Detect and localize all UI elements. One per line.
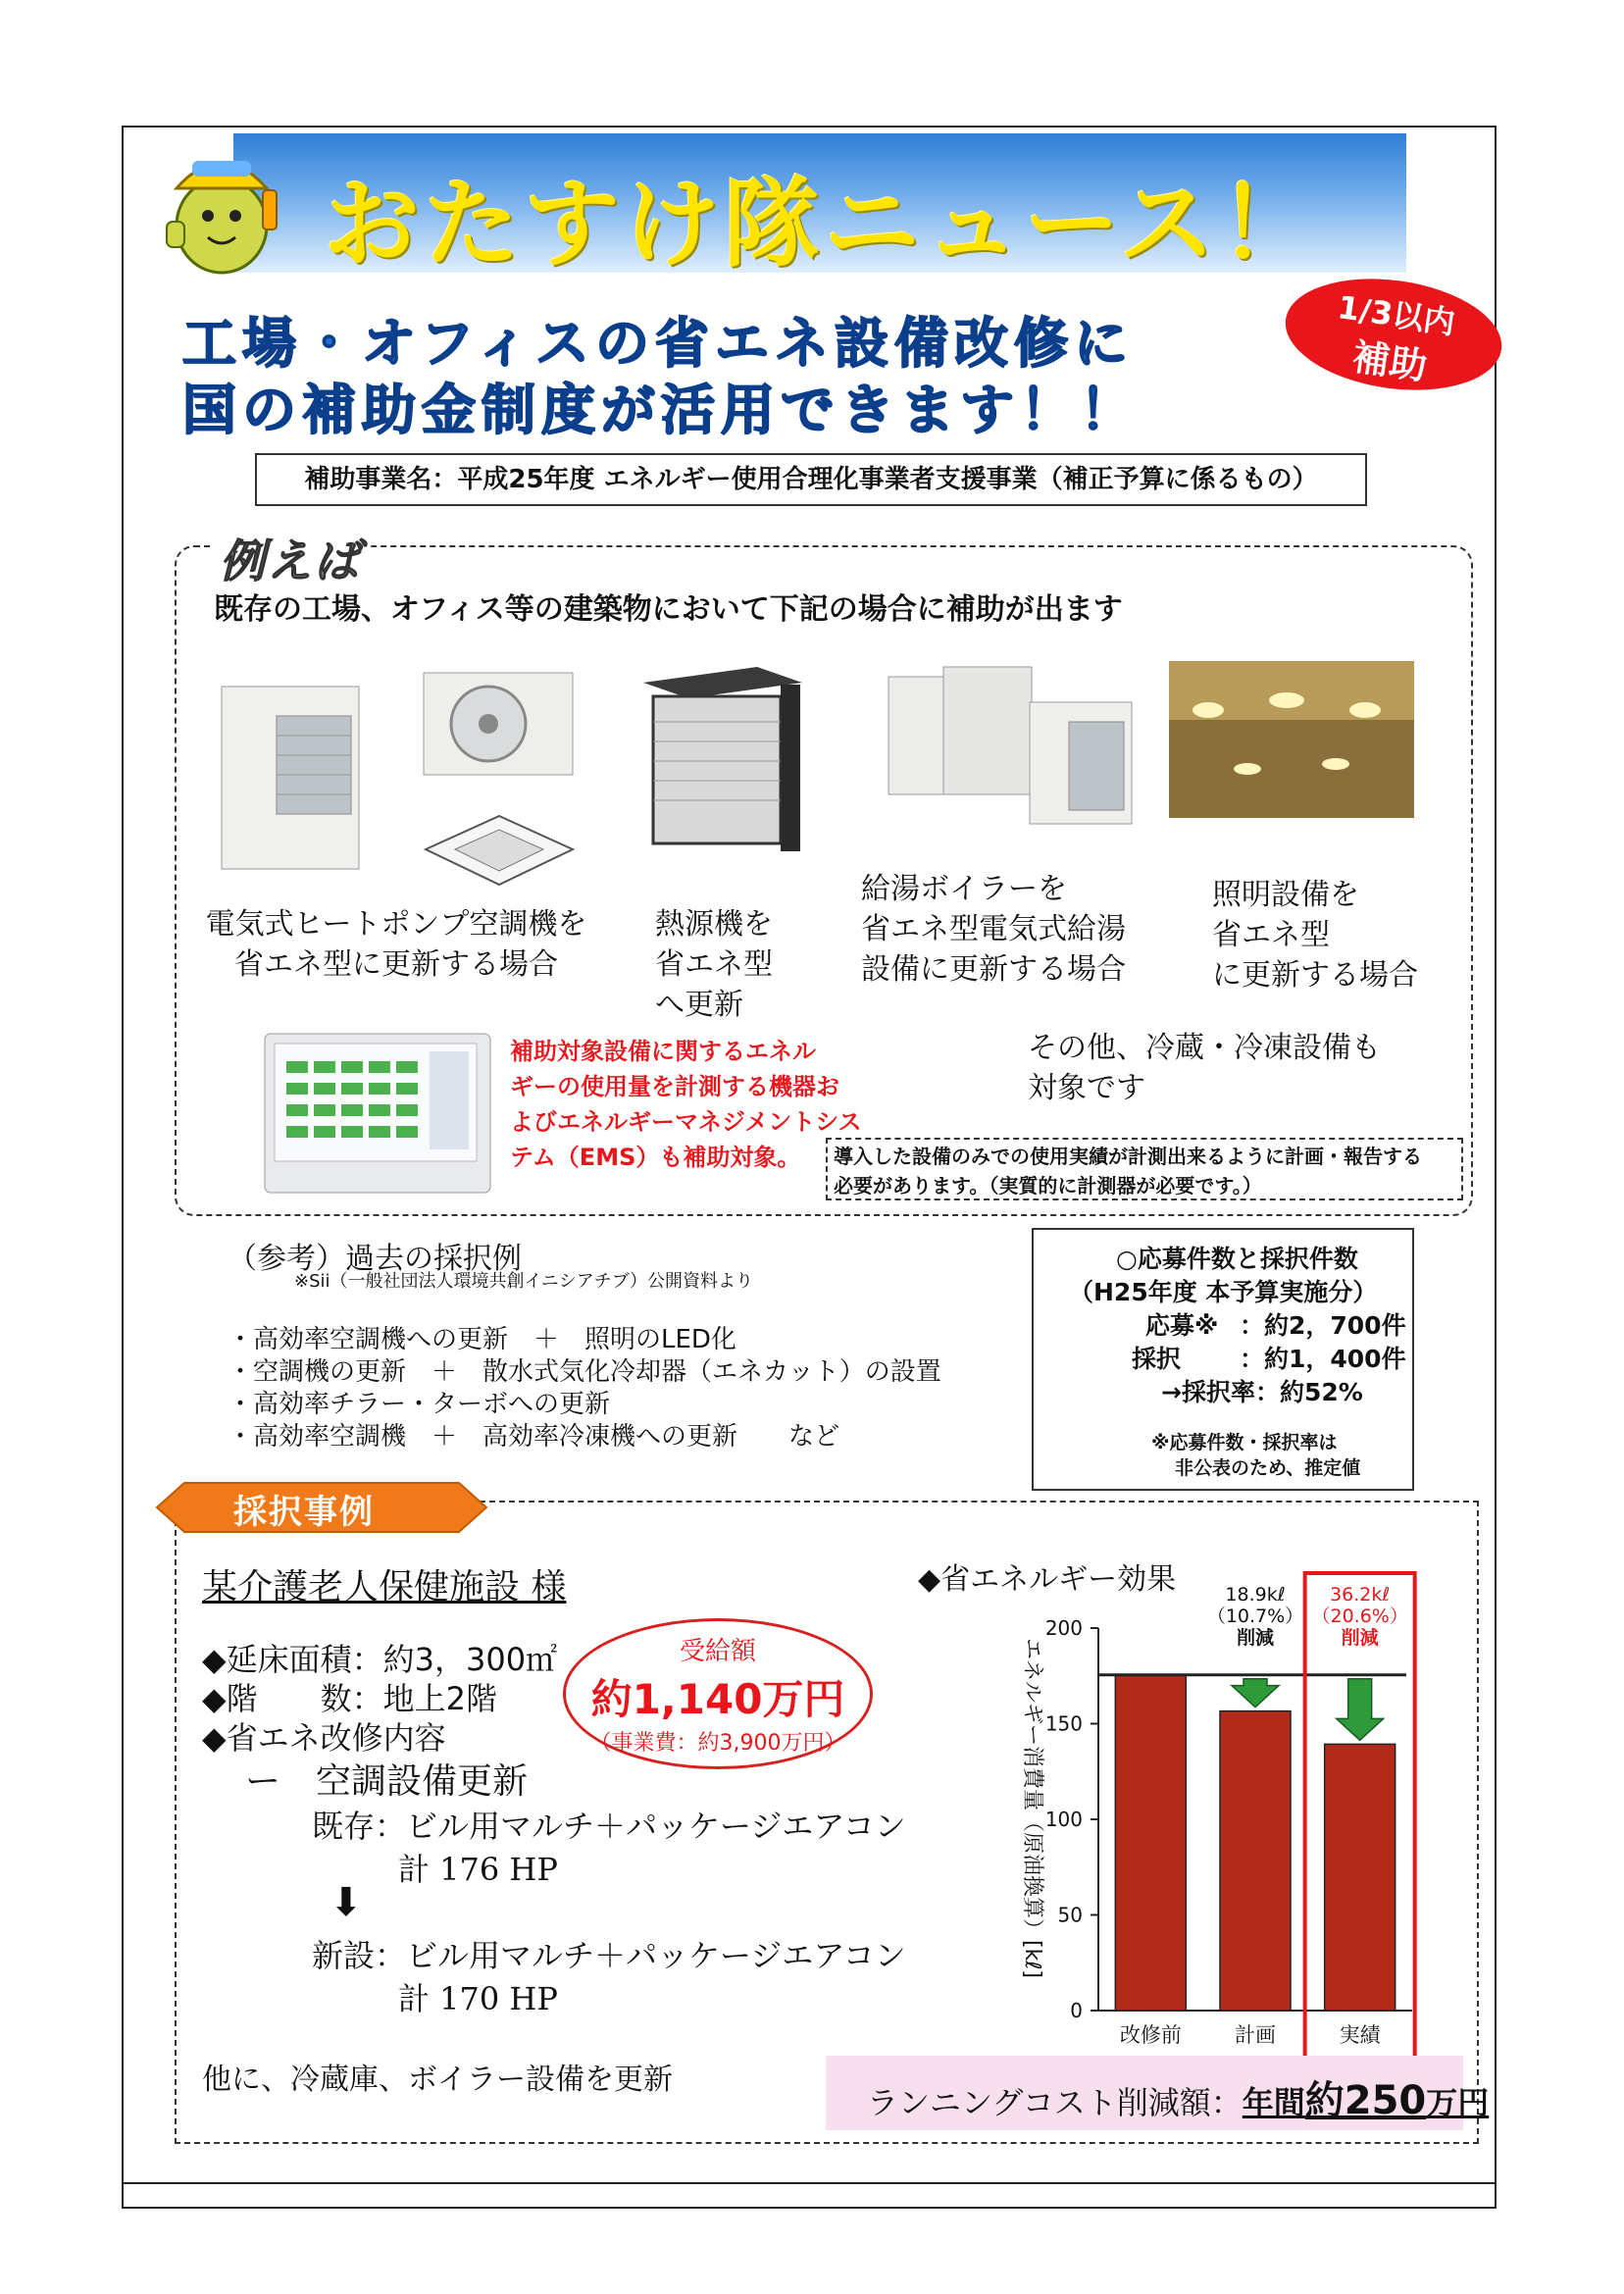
stats-note1: ※応募件数・採択率は <box>1151 1432 1338 1453</box>
case-existing: 既存：ビル用マルチ＋パッケージエアコン <box>312 1808 906 1845</box>
running-cost-unit: 万円 <box>1426 2084 1490 2121</box>
example-caption-heat-source: 熱源機を 省エネ型 へ更新 <box>655 907 773 1022</box>
x-tick-label: 計画 <box>1235 2023 1276 2047</box>
headline-line1: 工場・オフィスの省エネ設備改修に <box>182 312 1134 375</box>
case-tab-label: 採択事例 <box>233 1493 375 1532</box>
reference-title: （参考）過去の採択例 <box>228 1242 522 1276</box>
application-stats-box <box>1032 1228 1414 1491</box>
headline-line2: 国の補助金制度が活用できます！！ <box>182 379 1141 441</box>
grant-amount: 約1,140万円 <box>590 1675 845 1723</box>
stats-title: ○応募件数と採択件数 <box>1116 1245 1358 1273</box>
water-heater-image <box>883 663 1138 826</box>
badge-label: 補助 <box>1349 334 1430 388</box>
case-floor-area: ◆延床面積：約3，300㎡ <box>202 1641 558 1678</box>
heat-source-unit-image <box>639 663 806 855</box>
running-cost-prefix: 年間 <box>1242 2084 1305 2121</box>
reduction-arrow-icon <box>1337 1679 1384 1741</box>
running-cost-value: 約250 <box>1304 2078 1427 2123</box>
ems-monitor-image <box>263 1032 492 1195</box>
lighting-ceiling-image <box>1169 661 1414 818</box>
stats-adopt-label: 採択 <box>1132 1345 1182 1373</box>
reference-source: ※Sii（一般社団法人環境共創イニシアチブ）公開資料より <box>294 1271 753 1292</box>
running-cost-label: ランニングコスト削減額： <box>867 2084 1243 2121</box>
list-item: ・高効率チラー・ターボへの更新 <box>228 1390 611 1419</box>
badge-ratio: 1/3以内 <box>1335 288 1457 342</box>
y-tick-label: 50 <box>1057 1903 1083 1927</box>
example-caption-water-heater: 給湯ボイラーを 省エネ型電気式給湯 設備に更新する場合 <box>861 872 1126 987</box>
y-axis-label: エネルギー消費量（原油換算）[kℓ] <box>1020 1638 1044 1978</box>
case-renovation-item: ー 空調設備更新 <box>245 1761 529 1802</box>
other-equipment-note: その他、冷蔵・冷凍設備も 対象です <box>1028 1031 1381 1105</box>
annotation-text: （20.6%） <box>1311 1606 1408 1627</box>
y-tick-label: 200 <box>1044 1616 1083 1640</box>
examples-label: 例えば <box>214 526 367 590</box>
list-item: ・空調機の更新 ＋ 散水式気化冷却器（エネカット）の設置 <box>228 1357 941 1387</box>
case-renovation-title: ◆省エネ改修内容 <box>202 1719 446 1757</box>
down-arrow-icon: ⬇ <box>330 1880 363 1925</box>
stats-adopt-value: ：約1，400件 <box>1240 1345 1406 1373</box>
case-other: 他に、冷蔵庫、ボイラー設備を更新 <box>202 2063 673 2097</box>
grant-cost: （事業費：約3,900万円） <box>589 1731 846 1756</box>
annotation-text: 削減 <box>1341 1627 1379 1649</box>
example-caption-lighting: 照明設備を 省エネ型 に更新する場合 <box>1212 878 1418 993</box>
annotation-text: 18.9kℓ <box>1225 1584 1286 1606</box>
y-tick-label: 150 <box>1044 1711 1083 1736</box>
annotation-text: 削減 <box>1236 1627 1275 1649</box>
examples-lead: 既存の工場、オフィス等の建築物において下記の場合に補助が出ます <box>214 592 1123 627</box>
list-item: ・高効率空調機 ＋ 高効率冷凍機への更新 など <box>228 1422 840 1452</box>
reference-list <box>228 1324 941 1453</box>
measurement-note: 導入した設備のみでの使用実績が計測出来るように計画・報告する 必要があります。（実質的に計測器が必要です。） <box>826 1138 1463 1200</box>
reduction-arrow-icon <box>1232 1679 1279 1708</box>
outdoor-unit-image <box>218 677 365 873</box>
y-tick-label: 100 <box>1044 1808 1083 1831</box>
y-tick-label: 0 <box>1070 1999 1083 2022</box>
news-title: おたすけ隊ニュース！ <box>324 169 1320 280</box>
stats-apply-label: 応募※ <box>1145 1311 1219 1340</box>
bar-2 <box>1220 1711 1291 2011</box>
chart-title: ◆省エネルギー効果 <box>918 1562 1177 1597</box>
running-cost-text <box>867 2069 1489 2125</box>
stats-apply-value: ：約2，700件 <box>1240 1311 1406 1340</box>
bar-3 <box>1325 1744 1396 2011</box>
case-floors: ◆階 数：地上2階 <box>202 1680 497 1717</box>
case-facility-name: 某介護老人保健施設 様 <box>202 1567 567 1607</box>
annotation-text: （10.7%） <box>1206 1606 1304 1627</box>
case-existing-total: 計 176 HP <box>398 1851 558 1888</box>
stats-subtitle: （H25年度 本予算実施分） <box>1069 1278 1378 1306</box>
stats-note2: 非公表のため、推定値 <box>1175 1457 1361 1479</box>
stats-rate: →採択率：約52% <box>1161 1378 1363 1406</box>
mascot-icon <box>153 131 290 279</box>
list-item: ・高効率空調機への更新 ＋ 照明のLED化 <box>228 1325 736 1354</box>
annotation-text: 36.2kℓ <box>1330 1584 1391 1606</box>
energy-effect-chart <box>902 1559 1451 2060</box>
x-tick-label: 実績 <box>1339 2023 1381 2047</box>
ems-note: 補助対象設備に関するエネル ギーの使用量を計測する機器お よびエネルギーマネジメントシス テム（EMS）も補助対象。 <box>510 1038 862 1171</box>
case-new: 新設：ビル用マルチ＋パッケージエアコン <box>312 1937 906 1974</box>
x-tick-label: 改修前 <box>1119 2023 1182 2047</box>
bar-1 <box>1115 1675 1186 2011</box>
ceiling-cassette-image <box>416 810 583 891</box>
project-name: 補助事業名：平成25年度 エネルギー使用合理化事業者支援事業（補正予算に係るもの） <box>255 453 1367 506</box>
grant-amount-oval <box>563 1618 873 1769</box>
case-new-total: 計 170 HP <box>398 1980 558 2017</box>
compact-outdoor-unit-image <box>420 669 577 779</box>
example-caption-heatpump: 電気式ヒートポンプ空調機を 省エネ型に更新する場合 <box>205 907 587 982</box>
grant-label: 受給額 <box>679 1637 756 1666</box>
bottom-divider <box>122 2182 1495 2184</box>
